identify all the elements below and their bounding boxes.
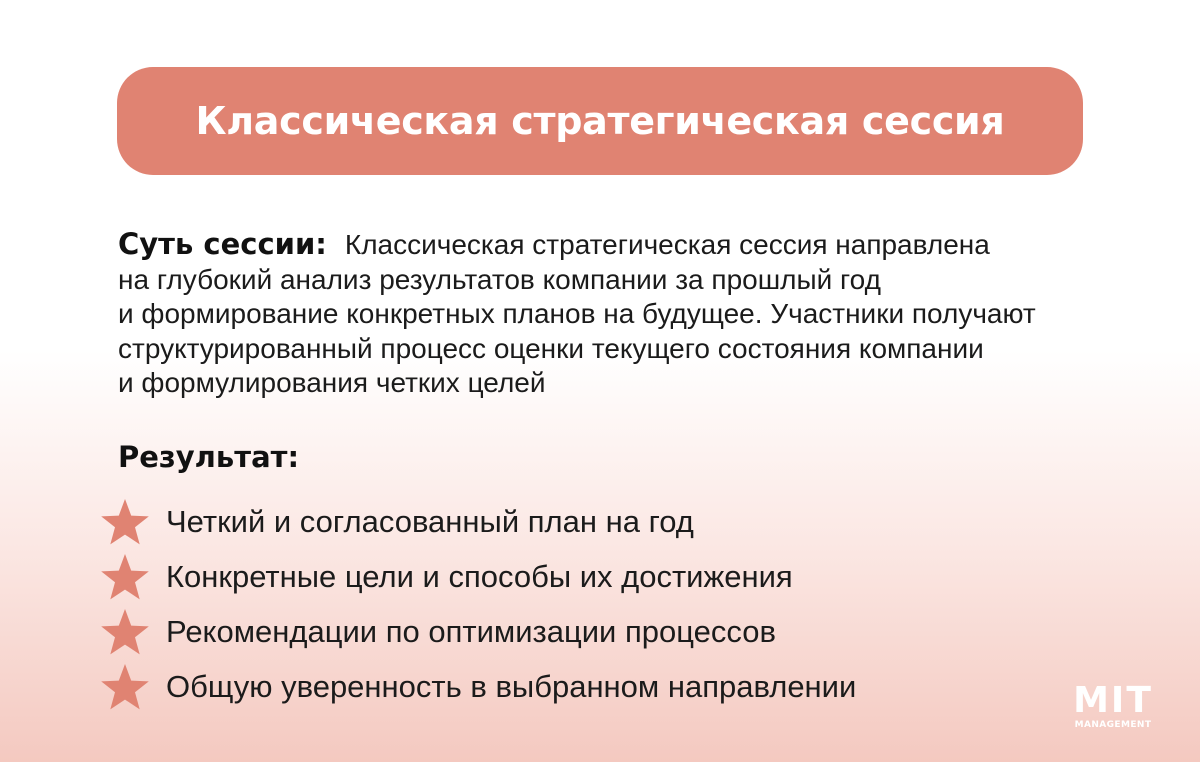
logo-mark: MIT: [1073, 680, 1153, 721]
result-label: Результат:: [118, 440, 300, 474]
essence-line: на глубокий анализ результатов компании за прошлый год: [118, 263, 881, 295]
star-icon: [100, 497, 150, 547]
result-list: [100, 494, 856, 714]
result-item-text: Конкретные цели и способы их достижения: [166, 558, 793, 594]
page-title: Классическая стратегическая сессия: [195, 99, 1005, 143]
star-icon: [100, 552, 150, 602]
essence-line: и формулирования четких целей: [118, 367, 546, 398]
essence-text: Классическая стратегическая сессия направлена: [344, 229, 990, 260]
essence-line: и формирование конкретных планов на будущее. Участники получают: [118, 298, 1036, 329]
result-item-text: Общую уверенность в выбранном направлении: [166, 668, 857, 704]
result-item-text: Четкий и согласованный план на год: [166, 503, 694, 539]
result-item-text: Рекомендации по оптимизации процессов: [166, 613, 776, 649]
result-item: [100, 494, 856, 549]
essence-line: [118, 227, 1178, 263]
title-banner: [117, 67, 1083, 175]
session-essence: [118, 227, 1178, 401]
result-item: [100, 604, 856, 659]
result-item: [100, 659, 856, 714]
mit-management-logo: [1068, 680, 1158, 731]
result-item: [100, 549, 856, 604]
essence-line: структурированный процесс оценки текущего состояния компании: [118, 332, 984, 364]
star-icon: [100, 662, 150, 712]
essence-label: Суть сессии:: [118, 227, 327, 261]
star-icon: [100, 607, 150, 657]
logo-subtitle: MANAGEMENT: [1074, 720, 1152, 730]
